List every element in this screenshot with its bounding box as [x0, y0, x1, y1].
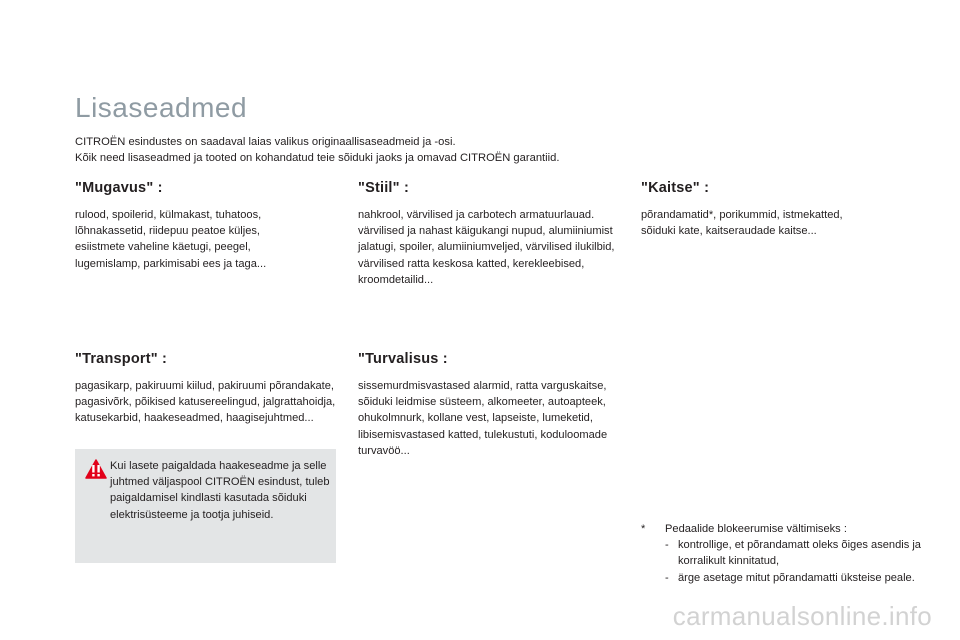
list-dash: -	[665, 539, 669, 552]
section-heading: "Transport" :	[75, 351, 168, 367]
section-heading: "Kaitse" :	[641, 180, 710, 196]
list-dash: -	[665, 571, 669, 584]
list-item	[665, 570, 931, 586]
footnote	[641, 521, 931, 586]
section-text: põrandamatid*, porikummid, istmekatted, sõiduki kate, kaitseraudade kaitse...	[641, 209, 843, 238]
list-item-text: ärge asetage mitut põrandamatti üksteise peale.	[678, 571, 915, 584]
section-turvalisus	[358, 351, 628, 459]
section-heading: "Mugavus" :	[75, 180, 163, 196]
double-exclamation-warning-icon	[85, 459, 107, 479]
footnote-heading: Pedaalide blokeerumise vältimiseks :	[665, 523, 847, 535]
section-text: pagasikarp, pakiruumi kiilud, pakiruumi põrandakate, pagasivõrk, põikised katusereelingud, jalgrattahoidja, katusekarbid, haakeseadmed, haagisejuhtmed...	[75, 380, 336, 425]
intro-paragraph	[75, 134, 559, 166]
page-title: Lisaseadmed	[75, 92, 248, 123]
section-heading: "Stiil" :	[358, 180, 409, 196]
intro-line: Kõik need lisaseadmed ja tooted on kohandatud teie sõiduki jaoks ja omavad CITROËN garantiid.	[75, 152, 560, 164]
warning-box	[75, 449, 336, 563]
watermark: carmanualsonline.info	[672, 601, 932, 631]
footnote-marker: *	[641, 523, 646, 535]
section-kaitse	[641, 180, 911, 239]
section-transport	[75, 351, 345, 427]
warning-text: Kui lasete paigaldada haakeseadme ja selle juhtmed väljaspool CITROËN esindust, tuleb paigaldamisel kindlasti kasutada sõiduki elektrisüsteeme ja tootja juhiseid.	[110, 460, 330, 521]
list-item	[665, 537, 931, 569]
list-item-text: kontrollige, et põrandamatt oleks õiges asendis ja korralikult kinnitatud,	[678, 539, 921, 568]
footnote-list	[641, 537, 931, 586]
section-text: nahkrool, värvilised ja carbotech armatuurlauad. värvilised ja nahast käigukangi nupud, alumiiniumist jalatugi, spoiler, alumiiniumveljed, värvilised ilukilbid, värvilised ratta keskosa katted, kerekleebised, kroomdetailid...	[358, 209, 615, 286]
section-stiil	[358, 180, 628, 288]
section-heading: "Turvalisus :	[358, 351, 448, 367]
section-mugavus	[75, 180, 345, 272]
section-text: sissemurdmisvastased alarmid, ratta varguskaitse, sõiduki leidmise süsteem, alkomeeter, autoapteek, ohukolmnurk, kollane vest, lapseiste, lumeketid, libisemisvastased katted, tulekustuti, koduloomade turvavöö...	[358, 380, 608, 457]
intro-line: CITROËN esindustes on saadaval laias valikus originaallisaseadmeid ja -osi.	[75, 136, 456, 148]
section-text: rulood, spoilerid, külmakast, tuhatoos, lõhnakassetid, riidepuu peatoe küljes, esiistmete vaheline käetugi, peegel, lugemislamp, parkimisabi ees ja taga...	[75, 209, 267, 270]
